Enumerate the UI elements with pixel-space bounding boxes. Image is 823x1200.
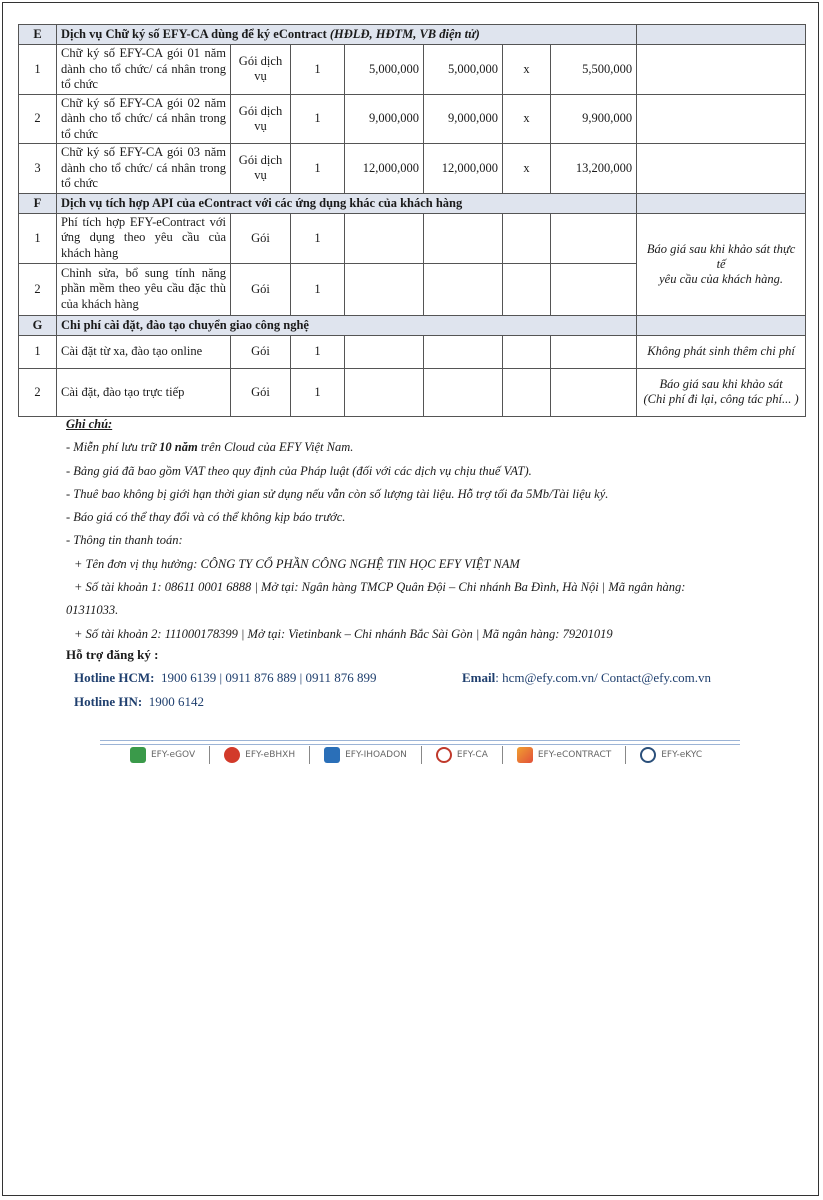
email-contact: Email: hcm@efy.com.vn/ Contact@efy.com.vn bbox=[462, 670, 711, 685]
quote-note: Báo giá sau khi khảo sát thực tế yêu cầu của khách hàng. bbox=[637, 213, 806, 315]
table-row: 1 Phí tích hợp EFY-eContract với ứng dụng theo yêu cầu của khách hàng Gói 1 Báo giá sau khi khảo sát thực tế yêu cầu của khách hàng. bbox=[19, 213, 806, 263]
table-row: 2 Cài đặt, đào tạo trực tiếp Gói 1 Báo giá sau khi khảo sát (Chi phí đi lại, công tác phí... ) bbox=[19, 368, 806, 416]
note-line: - Thuê bao không bị giới hạn thời gian sử dụng nếu vẫn còn số lượng tài liệu. Hỗ trợ tối đa 5Mb/Tài liệu ký. bbox=[66, 486, 609, 501]
section-f-header bbox=[19, 193, 806, 213]
section-g-header bbox=[19, 315, 806, 335]
table-row: 1 Chữ ký số EFY-CA gói 01 năm dành cho tổ chức/ cá nhân trong tổ chức Gói dịch vụ 1 5,000,000 5,000,000 x 5,500,000 bbox=[19, 45, 806, 95]
table-row: 1 Cài đặt từ xa, đào tạo online Gói 1 Không phát sinh thêm chi phí bbox=[19, 335, 806, 368]
account2-line: + Số tài khoản 2: 111000178399 | Mở tại: Vietinbank – Chi nhánh Bắc Sài Gòn | Mã ngân hàng: 79201019 bbox=[74, 626, 613, 641]
table-row: 2 Chỉnh sửa, bổ sung tính năng phần mềm theo yêu cầu đặc thù của khách hàng Gói 1 bbox=[19, 263, 806, 315]
section-title: Dịch vụ tích hợp API của eContract với các ứng dụng khác của khách hàng bbox=[57, 193, 637, 213]
section-title: Dịch vụ Chữ ký số EFY-CA dùng để ký eContract (HĐLĐ, HĐTM, VB điện tử) bbox=[57, 25, 637, 45]
brand-econtract: EFY-eCONTRACT bbox=[503, 746, 626, 764]
section-code: F bbox=[19, 193, 57, 213]
notes-block bbox=[66, 413, 786, 646]
brand-egov: EFY-eGOV bbox=[130, 746, 210, 764]
kyc-icon bbox=[640, 747, 656, 763]
hotline-hcm: Hotline HCM: 1900 6139 | 0911 876 889 | 0911 876 899 bbox=[74, 670, 377, 685]
account1-line-cont: 01311033. bbox=[66, 603, 119, 618]
hotline-hn: Hotline HN: 1900 6142 bbox=[74, 694, 204, 709]
section-e-header bbox=[19, 25, 806, 45]
account1-line: + Số tài khoản 1: 08611 0001 6888 | Mở tại: Ngân hàng TMCP Quân Đội – Chi nhánh Ba Đình, Hà Nội | Mã ngân hàng: bbox=[74, 580, 686, 595]
brand-ihoadon: EFY-IHOADON bbox=[310, 746, 422, 764]
invoice-icon bbox=[324, 747, 340, 763]
price-table bbox=[18, 24, 806, 417]
contract-icon bbox=[517, 747, 533, 763]
brand-ekyc: EFY-eKYC bbox=[626, 746, 716, 764]
section-code: G bbox=[19, 315, 57, 335]
ca-seal-icon bbox=[436, 747, 452, 763]
note-line: - Báo giá có thể thay đổi và có thể không kịp báo trước. bbox=[66, 510, 346, 525]
section-title: Chi phí cài đặt, đào tạo chuyển giao công nghệ bbox=[57, 315, 637, 335]
beneficiary-line: + Tên đơn vị thụ hưởng: CÔNG TY CỔ PHẦN CÔNG NGHỆ TIN HỌC EFY VIỆT NAM bbox=[74, 556, 520, 571]
brand-ca: EFY-CA bbox=[422, 746, 503, 764]
note-line: - Miễn phí lưu trữ 10 năm trên Cloud của EFY Việt Nam. bbox=[66, 440, 354, 455]
building-icon bbox=[130, 747, 146, 763]
note-line: - Bảng giá đã bao gồm VAT theo quy định của Pháp luật (đối với các dịch vụ chịu thuế VAT). bbox=[66, 463, 532, 478]
support-title: Hỗ trợ đăng ký : bbox=[66, 647, 159, 662]
table-row: 3 Chữ ký số EFY-CA gói 03 năm dành cho tổ chức/ cá nhân trong tổ chức Gói dịch vụ 1 12,000,000 12,000,000 x 13,200,000 bbox=[19, 144, 806, 194]
section-code: E bbox=[19, 25, 57, 45]
notes-title: Ghi chú: bbox=[66, 417, 113, 431]
table-row: 2 Chữ ký số EFY-CA gói 02 năm dành cho tổ chức/ cá nhân trong tổ chức Gói dịch vụ 1 9,000,000 9,000,000 x 9,900,000 bbox=[19, 94, 806, 144]
note-line: - Thông tin thanh toán: bbox=[66, 533, 183, 548]
brand-ebhxh: EFY-eBHXH bbox=[210, 746, 310, 764]
efy-badge-icon bbox=[224, 747, 240, 763]
footer-brands bbox=[130, 744, 730, 766]
